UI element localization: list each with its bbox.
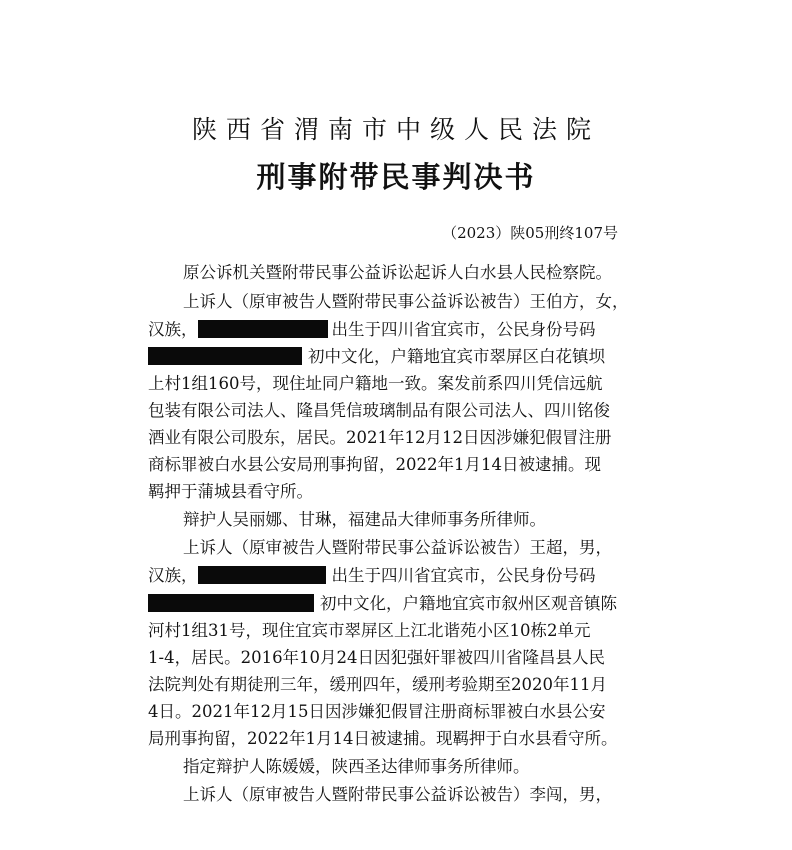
body-line: 商标罪被白水县公安局刑事拘留，2022年1月14日被逮捕。现 — [148, 455, 601, 474]
body-line: 上诉人（原审被告人暨附带民事公益诉讼被告）王超，男， — [183, 538, 612, 557]
body-line: 上诉人（原审被告人暨附带民事公益诉讼被告）李闯，男， — [183, 785, 612, 804]
body-text: 初中文化，户籍地宜宾市叙州区观音镇陈 — [320, 594, 617, 613]
body-line: 上诉人（原审被告人暨附带民事公益诉讼被告）王伯方，女， — [183, 292, 629, 311]
body-line: 辩护人吴丽娜、甘琳，福建品大律师事务所律师。 — [183, 510, 546, 529]
body-line: 4日。2021年12月15日因涉嫌犯假冒注册商标罪被白水县公安 — [148, 702, 606, 721]
body-text: 出生于四川省宜宾市，公民身份号码 — [331, 320, 596, 339]
body-line — [148, 347, 605, 367]
body-line: 酒业有限公司股东，居民。2021年12月12日因涉嫌犯假冒注册 — [148, 428, 612, 447]
redaction-block — [198, 320, 328, 338]
body-line: 1-4，居民。2016年10月24日因犯强奸罪被四川省隆昌县人民 — [148, 648, 606, 667]
redaction-block — [148, 347, 302, 365]
body-text: 汉族， — [148, 566, 198, 585]
body-line — [148, 566, 596, 586]
body-line: 上村1组160号，现住址同户籍地一致。案发前系四川凭信远航 — [148, 374, 603, 393]
document-title: 刑事附带民事判决书 — [256, 160, 536, 194]
body-line: 法院判处有期徒刑三年，缓刑四年，缓刑考验期至2020年11月 — [148, 675, 607, 694]
case-number: （2023）陕05刑终107号 — [442, 224, 618, 242]
body-line: 指定辩护人陈媛媛，陕西圣达律师事务所律师。 — [183, 757, 530, 776]
body-line: 包装有限公司法人、隆昌凭信玻璃制品有限公司法人、四川铭俊 — [148, 401, 610, 420]
court-name: 陕西省渭南市中级人民法院 — [191, 115, 600, 144]
body-line: 原公诉机关暨附带民事公益诉讼起诉人白水县人民检察院。 — [183, 263, 612, 282]
body-text: 初中文化，户籍地宜宾市翠屏区白花镇坝 — [308, 347, 605, 366]
body-line: 河村1组31号，现住宜宾市翠屏区上江北谐苑小区10栋2单元 — [148, 621, 591, 640]
body-text: 汉族， — [148, 320, 198, 339]
body-line — [148, 594, 617, 614]
redaction-block — [198, 566, 326, 584]
redaction-block — [148, 594, 314, 612]
body-line: 局刑事拘留，2022年1月14日被逮捕。现羁押于白水县看守所。 — [148, 729, 618, 748]
body-line: 羁押于蒲城县看守所。 — [148, 482, 313, 501]
body-line — [148, 320, 596, 340]
body-text: 出生于四川省宜宾市，公民身份号码 — [331, 566, 596, 585]
